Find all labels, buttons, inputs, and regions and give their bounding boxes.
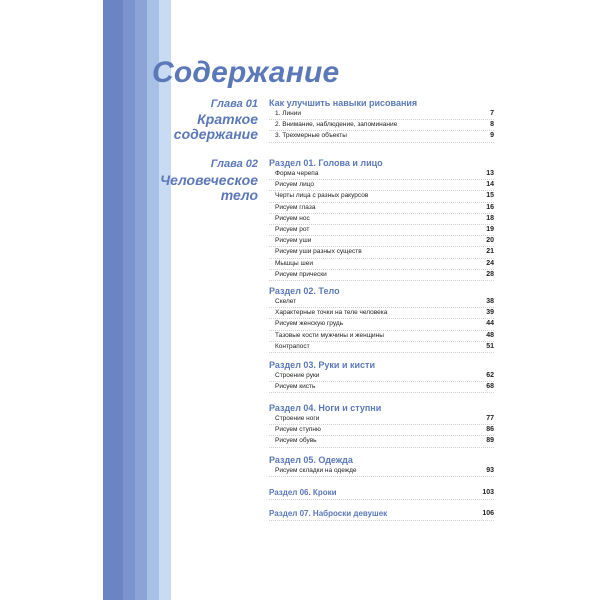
toc-row[interactable] [269,247,494,258]
toc-row-page: 19 [486,225,494,233]
toc-row-page: 16 [486,203,494,211]
toc-row[interactable] [269,203,494,214]
toc-row-page: 20 [486,237,494,245]
toc-row-label: Форма черепа [275,170,319,177]
toc-row-label: Мышцы шеи [275,259,313,267]
toc-row[interactable] [269,120,494,131]
toc-row-label: Рисуем женскую грудь [275,320,344,328]
toc-row-label: Рисуем прически [275,270,327,278]
toc-row-page: 8 [490,121,494,129]
toc-row-page: 68 [486,383,494,391]
toc-row-label: Рисуем уши [275,237,312,245]
toc-row-page: 13 [486,170,494,177]
toc-row[interactable] [269,425,494,436]
toc-row[interactable] [269,371,494,382]
toc-row[interactable] [269,109,494,120]
toc-section-page: 103 [482,489,494,496]
toc-section [269,285,494,353]
toc-row-page: 62 [486,372,494,379]
toc-row-page: 38 [486,298,494,305]
toc-row[interactable] [269,191,494,202]
toc-row[interactable] [269,180,494,191]
toc-row[interactable] [269,270,494,281]
toc-section [269,508,494,521]
toc-row-label: Скелет [275,298,297,305]
toc-row[interactable] [269,382,494,393]
toc-row-page: 21 [486,248,494,256]
toc-section-row[interactable] [269,487,494,500]
toc-section-title[interactable]: Раздел 04. Ноги и ступни [269,403,382,413]
toc-section-title[interactable]: Как улучшить навыки рисования [269,98,418,108]
toc-row[interactable] [269,414,494,425]
chapter-1-number: Глава 01 [210,98,258,110]
toc-row-page: 93 [486,467,494,474]
toc-row-page: 89 [486,437,494,445]
toc-section-page: 106 [482,510,494,517]
toc-row-page: 48 [486,331,494,339]
toc-row-label: Строение ноги [275,415,320,422]
toc-row-label: Рисуем ступню [275,426,321,434]
toc-section-title[interactable]: Раздел 02. Тело [269,286,340,296]
toc-section [269,454,494,477]
toc-section [269,157,494,281]
chapter-2-name: Человеческое тело [160,172,258,203]
toc-row-page: 24 [486,259,494,267]
toc-row[interactable] [269,342,494,353]
toc-row-page: 14 [486,181,494,189]
toc-row[interactable] [269,466,494,477]
toc-section-title[interactable]: Раздел 05. Одежда [269,455,353,465]
toc-row-page: 28 [486,270,494,278]
toc-section-row[interactable] [269,508,494,521]
toc-row[interactable] [269,319,494,330]
toc-row[interactable] [269,225,494,236]
toc-row-label: Рисуем складки на одежде [275,467,357,474]
toc-row-label: Рисуем обувь [275,437,317,445]
toc-row[interactable] [269,214,494,225]
chapter-2-number: Глава 02 [210,158,258,170]
toc-row-label: Черты лица с разных ракурсов [275,192,369,200]
decor-band-4 [147,0,159,600]
toc-row-page: 44 [486,320,494,328]
toc-row[interactable] [269,436,494,447]
toc-row-page: 9 [490,132,494,140]
toc-row-page: 51 [486,342,494,350]
toc-section [269,487,494,500]
toc-row[interactable] [269,308,494,319]
toc-section-title[interactable]: Раздел 01. Голова и лицо [269,158,383,168]
decor-band-2 [123,0,135,600]
toc-section-title[interactable]: Раздел 03. Руки и кисти [269,360,375,370]
toc-row-page: 77 [486,415,494,422]
page-title: Содержание [152,56,340,89]
decor-band-1 [103,0,123,600]
toc-row[interactable] [269,131,494,142]
toc-row-label: 2. Внимание, наблюдение, запоминание [275,121,398,129]
toc-row-page: 18 [486,214,494,222]
toc-row-label: Тазовые кости мужчины и женщины [275,331,384,339]
toc-row-label: 3. Трехмерные объекты [275,132,347,140]
toc-row-label: Строение руки [275,372,320,379]
toc-row[interactable] [269,297,494,308]
toc-row-label: Характерные точки на теле человека [275,309,388,317]
toc-row-page: 15 [486,192,494,200]
toc-section-title: Раздел 06. Кроки [269,488,337,497]
toc-section-title: Раздел 07. Наброски девушек [269,509,388,518]
chapter-1-name: Краткое содержание [173,111,258,142]
toc-row-label: Рисуем глаза [275,203,316,211]
toc-row[interactable] [269,331,494,342]
toc-row-page: 86 [486,426,494,434]
toc-row-page: 7 [490,110,494,117]
toc-section [269,97,494,143]
toc-row-label: Рисуем рот [275,225,310,233]
toc-row-label: Контрапост [275,342,310,350]
toc-row-label: Рисуем лицо [275,181,314,189]
toc-row-label: Рисуем уши разных существ [275,248,362,256]
toc-row[interactable] [269,169,494,180]
toc-row[interactable] [269,259,494,270]
decor-band-3 [135,0,147,600]
toc-row-page: 39 [486,309,494,317]
toc-row[interactable] [269,236,494,247]
toc-row-label: Рисуем кисть [275,383,316,391]
decor-band-5 [159,0,171,600]
toc-row-label: 1. Линии [275,110,301,117]
toc-section [269,359,494,393]
toc-section [269,402,494,448]
toc-row-label: Рисуем нос [275,214,310,222]
